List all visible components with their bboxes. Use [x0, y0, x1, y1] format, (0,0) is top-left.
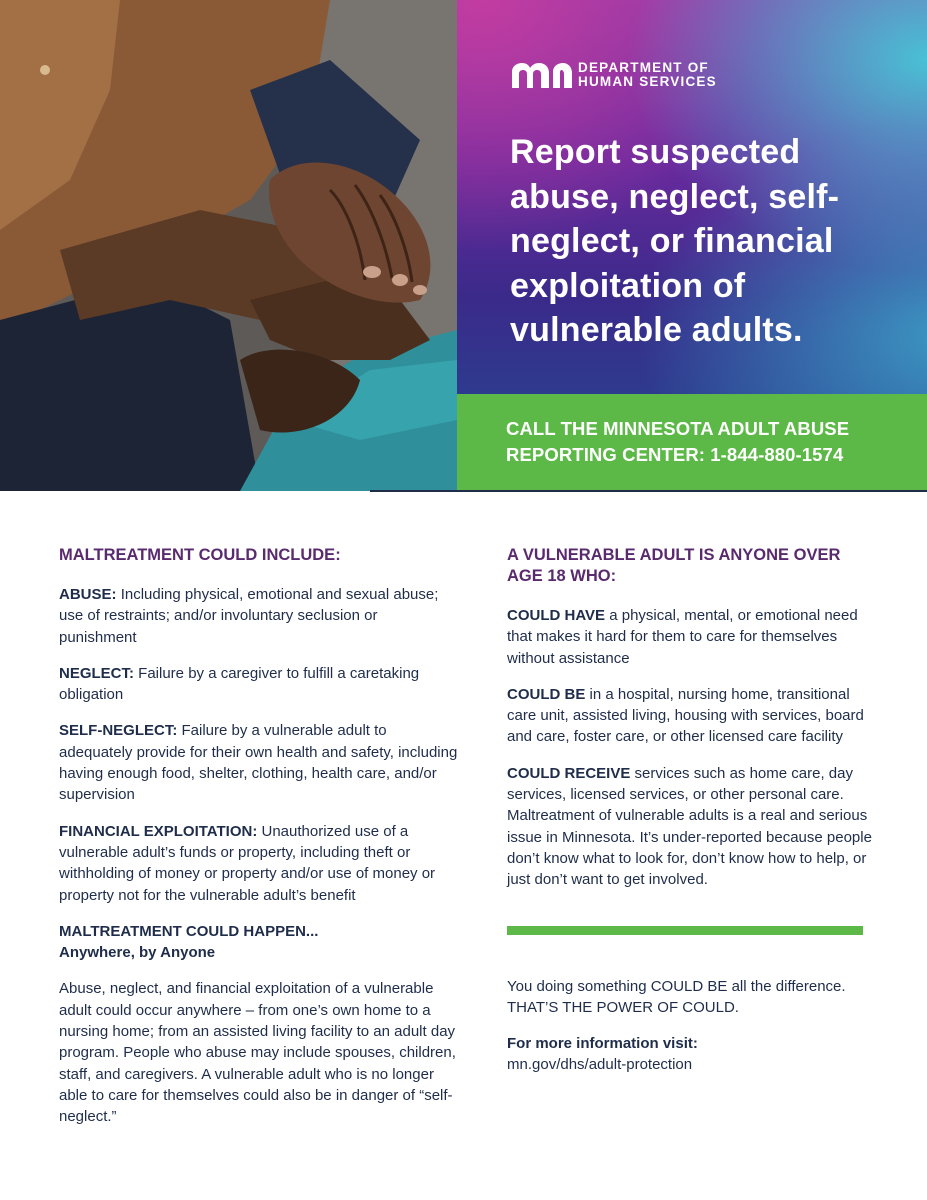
could-have-text: a physical, mental, or emotional need that makes it hard for them to care for themselves without assistance [507, 607, 858, 667]
closing-line-1: You doing something COULD BE all the difference. [507, 977, 846, 995]
abuse-term: ABUSE: [59, 586, 117, 603]
neglect-item [59, 663, 459, 706]
maltreatment-title: MALTREATMENT COULD INCLUDE: [59, 546, 341, 564]
could-receive-term: COULD RECEIVE [507, 764, 631, 782]
mn-logo-icon [510, 60, 572, 90]
could-have-item [507, 605, 877, 669]
could-receive-text: services such as home care, day services, licensed services, or other personal care. Maltreatment of vulnerable adults is a real and serious issue in Minnesota. It’s under-reported because people don’t know what to look for, don’t know how to help, or just don’t want to get involved. [507, 764, 872, 889]
more-info-label: For more information visit: [507, 1035, 698, 1053]
headline-panel [457, 0, 927, 394]
happen-heading-1: MALTREATMENT COULD HAPPEN... [59, 922, 319, 940]
more-info [507, 1033, 877, 1076]
happen-heading [59, 921, 459, 964]
abuse-text: Including physical, emotional and sexual abuse; use of restraints; and/or involuntary seclusion or punishment [59, 586, 439, 646]
could-have-term: COULD HAVE [507, 607, 606, 624]
happen-heading-2: Anywhere, by Anyone [59, 944, 216, 962]
right-column [507, 545, 877, 1076]
could-be-item [507, 684, 877, 748]
could-receive-item [507, 763, 877, 891]
could-be-text: in a hospital, nursing home, transitional care unit, assisted living, housing with services, board and care, foster care, or other licensed care facility [507, 685, 864, 746]
self-neglect-term: SELF-NEGLECT: [59, 722, 178, 740]
financial-term: FINANCIAL EXPLOITATION: [59, 822, 258, 840]
financial-text: Unauthorized use of a vulnerable adult’s funds or property, including theft or withholding of money or property and/or use of money or property not for the vulnerable adult’s benefit [59, 822, 436, 904]
green-accent-rule [507, 926, 863, 935]
call-text [506, 416, 849, 468]
more-info-link[interactable]: mn.gov/dhs/adult-protection [507, 1056, 693, 1074]
financial-item [59, 821, 459, 906]
headline: Report suspected abuse, neglect, self-neglect, or financial exploitation of vulnerable adults. [510, 133, 840, 349]
call-line-2: REPORTING CENTER: 1-844-880-1574 [506, 444, 844, 465]
hero-divider [370, 490, 927, 492]
dhs-logo [510, 60, 717, 90]
hands-illustration [0, 0, 457, 491]
happen-text: Abuse, neglect, and financial exploitation of a vulnerable adult could occur anywhere – from one’s own home to a nursing home; from an assisted living facility to an adult day program. People who abuse may include spouses, children, staff, and caregivers. A vulnerable adult who is no longer able to care for themselves could also be in danger of “self-neglect.” [59, 980, 456, 1126]
could-be-term: COULD BE [507, 685, 586, 703]
abuse-item [59, 584, 459, 648]
left-column [59, 545, 459, 1128]
closing-text [507, 976, 877, 1019]
neglect-text: Failure by a caregiver to fulfill a caretaking obligation [59, 664, 420, 704]
vulnerable-adult-title: A VULNERABLE ADULT IS ANYONE OVER AGE 18 WHO: [507, 546, 841, 585]
logo-line-2: HUMAN SERVICES [578, 74, 717, 89]
neglect-term: NEGLECT: [59, 664, 134, 682]
self-neglect-text: Failure by a vulnerable adult to adequately provide for their own health and safety, including having enough food, shelter, clothing, health care, and/or supervision [59, 722, 458, 804]
call-line-1: CALL THE MINNESOTA ADULT ABUSE [506, 418, 850, 439]
self-neglect-item [59, 720, 459, 805]
logo-line-1: DEPARTMENT OF [578, 60, 709, 75]
closing-line-2: THAT’S THE POWER OF COULD. [507, 998, 739, 1016]
hands-photo [0, 0, 457, 491]
hero-banner [0, 0, 927, 491]
call-banner [457, 394, 927, 491]
dhs-logo-text [578, 61, 717, 89]
